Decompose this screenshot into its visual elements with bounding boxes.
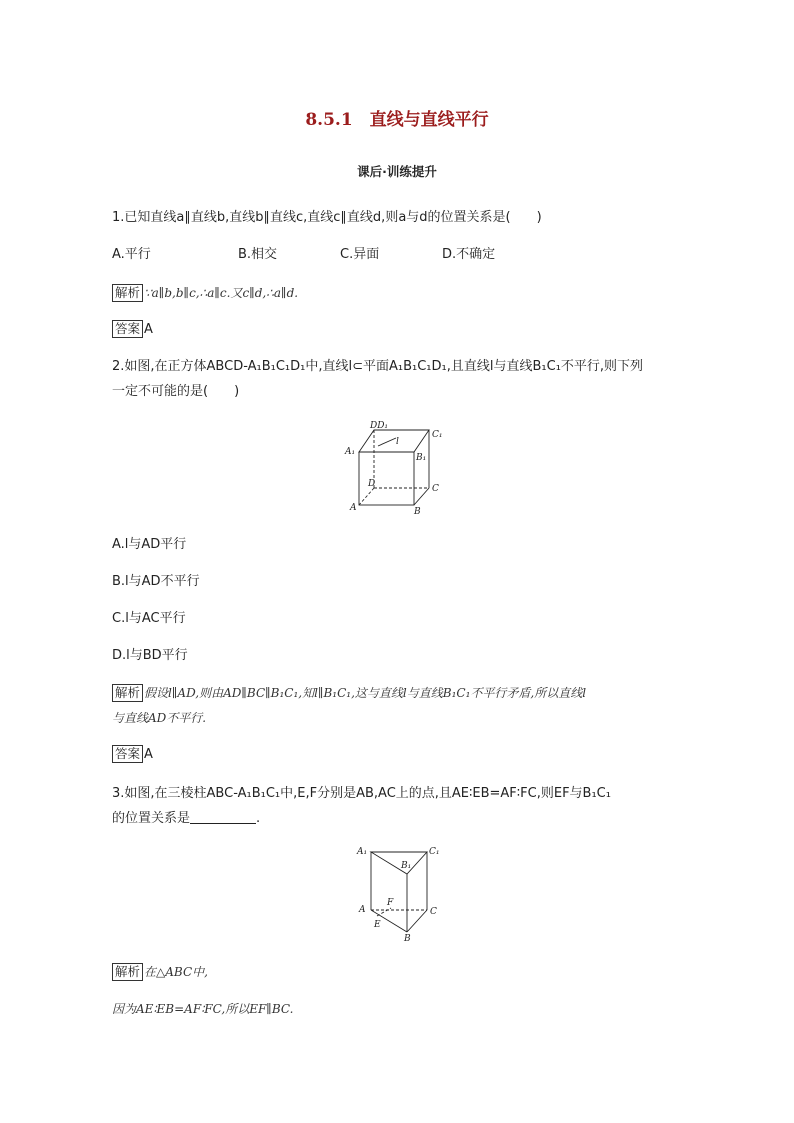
q2-answer [112, 745, 153, 765]
prism-label-c: C [430, 907, 437, 917]
q3-stem-line2-text: 的位置关系是 [112, 811, 191, 826]
q1-solution [112, 283, 298, 304]
q1-option-d: D.不确定 [442, 247, 496, 262]
prism-label-a1: A₁ [357, 847, 368, 857]
prism-figure [355, 842, 445, 942]
solution-label: 解析 [112, 284, 143, 302]
q1-solution-text: ∵a∥b,b∥c,∴a∥c.又c∥d,∴a∥d. [144, 286, 299, 300]
answer-blank[interactable] [190, 809, 256, 824]
q2-option-c: C.l与AC平行 [112, 611, 186, 626]
cube-label-a1: A₁ [345, 447, 356, 457]
q3-solution-line2-wrap [112, 999, 293, 1020]
q3-solution-line1: 在△ABC中, [144, 965, 208, 979]
solution-label: 解析 [112, 963, 143, 981]
q2-option-a: A.l与AD平行 [112, 537, 187, 552]
q1-option-b: B.相交 [238, 247, 278, 262]
q2-stem-line2: 一定不可能的是( ) [112, 384, 240, 399]
q1-option-a: A.平行 [112, 247, 151, 262]
cube-label-d1: DD₁ [370, 421, 389, 431]
q2-option-d: D.l与BD平行 [112, 648, 188, 663]
q3-solution-line2: 因为AE∶EB=AF∶FC,所以EF∥BC. [112, 1002, 294, 1016]
page-subtitle: 课后·训练提升 [357, 164, 437, 179]
q1-stem: 1.已知直线a∥直线b,直线b∥直线c,直线c∥直线d,则a与d的位置关系是( ) [112, 210, 542, 225]
q2-stem-line1: 2.如图,在正方体ABCD-A₁B₁C₁D₁中,直线l⊂平面A₁B₁C₁D₁,且直线l与直线B₁C₁不平行,则下列 [112, 359, 644, 374]
prism-label-e: E [374, 920, 381, 930]
cube-label-b: B [414, 507, 421, 517]
cube-label-b1: B₁ [416, 453, 427, 463]
q2-solution-line2: 与直线AD不平行. [112, 711, 207, 725]
q3-solution [112, 962, 208, 983]
q2-solution-line1: 假设l∥AD,则由AD∥BC∥B₁C₁,知l∥B₁C₁,这与直线l与直线B₁C₁不平行矛盾,所以直线l [144, 686, 587, 700]
cube-label-a: A [350, 503, 357, 513]
q1-answer [112, 320, 153, 340]
page-title: 8.5.1 直线与直线平行 [305, 110, 489, 130]
cube-figure [340, 418, 450, 518]
q3-stem-line1: 3.如图,在三棱柱ABC-A₁B₁C₁中,E,F分别是AB,AC上的点,且AE∶EB=AF∶FC,则EF与B₁C₁ [112, 786, 611, 801]
prism-label-b: B [404, 934, 411, 942]
q2-solution [112, 683, 586, 704]
cube-label-l: l [396, 437, 399, 447]
prism-label-f: F [387, 898, 394, 908]
q3-stem-line2 [112, 809, 260, 829]
q1-option-c: C.异面 [340, 247, 380, 262]
cube-label-c: C [432, 484, 439, 494]
solution-label: 解析 [112, 684, 143, 702]
q1-answer-text: A [144, 322, 153, 337]
cube-label-d: D [368, 479, 376, 489]
prism-label-a: A [359, 905, 366, 915]
answer-label: 答案 [112, 745, 143, 763]
prism-label-c1: C₁ [429, 847, 440, 857]
q2-answer-text: A [144, 747, 153, 762]
q3-stem-line2-end: . [256, 811, 261, 826]
prism-label-b1: B₁ [401, 861, 412, 871]
cube-label-c1: C₁ [432, 430, 443, 440]
answer-label: 答案 [112, 320, 143, 338]
q2-option-b: B.l与AD不平行 [112, 574, 200, 589]
q2-solution-line2-wrap [112, 708, 206, 729]
